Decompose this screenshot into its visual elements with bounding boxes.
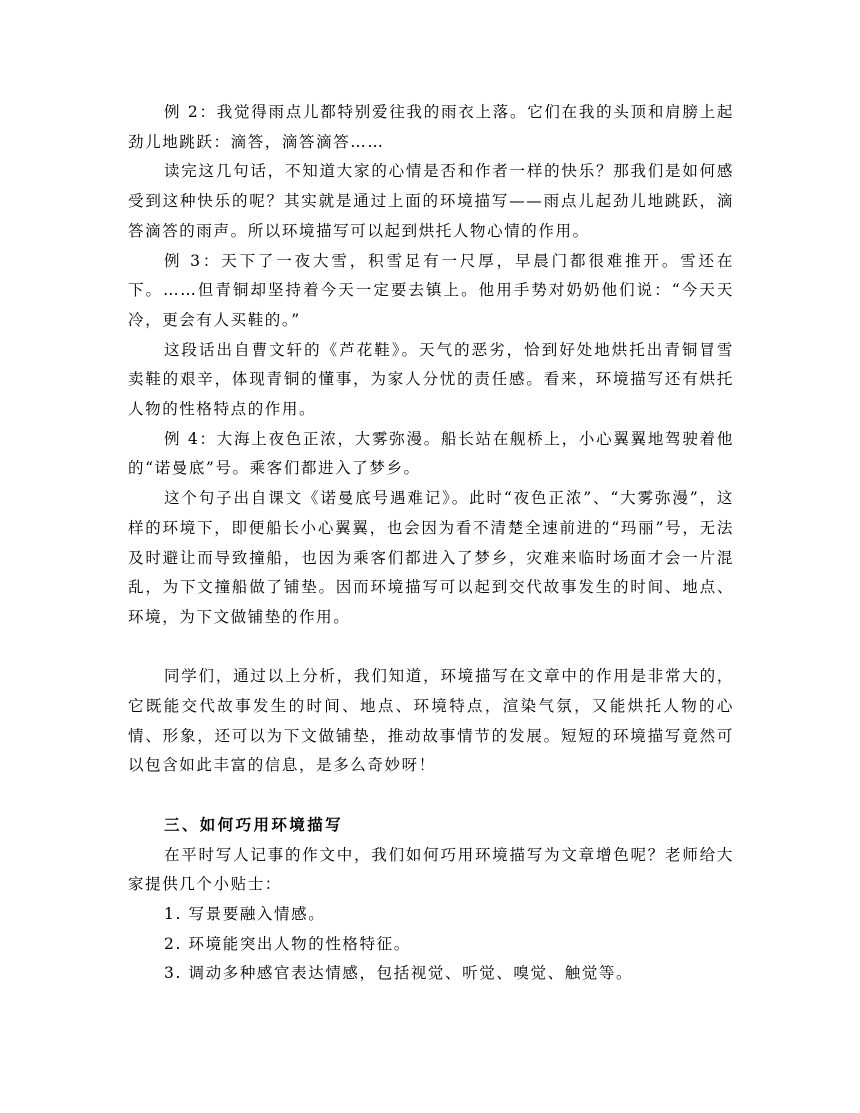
tip-item: 3. 调动多种感官表达情感，包括视觉、听觉、嗅觉、触觉等。: [164, 964, 634, 983]
tip-item: 1. 写景要融入情感。: [164, 904, 326, 923]
blank-line: [128, 633, 734, 663]
example-3-paragraph: 例 3：天下了一夜大雪，积雪足有一尺厚，早晨门都很难推开。雪还在下。……但青铜却坚持着今天一定要去镇上。他用手势对奶奶他们说：“今天天冷，更会有人买鞋的。”: [128, 251, 734, 329]
example-4-paragraph: 例 4：大海上夜色正浓，大雾弥漫。船长站在舰桥上，小心翼翼地驾驶着他的“诺曼底”号。乘客们都进入了梦乡。: [128, 429, 734, 478]
example-3-analysis-paragraph: 这段话出自曹文轩的《芦花鞋》。天气的恶劣，恰到好处地烘托出青铜冒雪卖鞋的艰辛，体现青铜的懂事，为家人分忧的责任感。看来，环境描写还有烘托人物的性格特点的作用。: [128, 340, 734, 419]
document-body: [128, 98, 734, 989]
section-3-heading: 三、如何巧用环境描写: [164, 815, 344, 834]
summary-paragraph: 同学们，通过以上分析，我们知道，环境描写在文章中的作用是非常大的，它既能交代故事发生的时间、地点、环境特点，渲染气氛，又能烘托人物的心情、形象，还可以为下文做铺垫，推动故事情节的发展。短短的环境描写竟然可以包含如此丰富的信息，是多么奇妙呀！: [128, 667, 734, 775]
tip-item: 2. 环境能突出人物的性格特征。: [164, 934, 411, 953]
blank-line: [128, 781, 734, 811]
example-4-analysis-paragraph: 这个句子出自课文《诺曼底号遇难记》。此时“夜色正浓”、“大雾弥漫”，这样的环境下，即便船长小心翼翼，也会因为看不清楚全速前进的“玛丽”号，无法及时避让而导致撞船，也因为乘客们都进入了梦乡，灾难来临时场面才会一片混乱，为下文撞船做了铺垫。因而环境描写可以起到交代故事发生的时间、地点、环境，为下文做铺垫的作用。: [128, 489, 734, 626]
example-2-analysis-paragraph: 读完这几句话，不知道大家的心情是否和作者一样的快乐？那我们是如何感受到这种快乐的呢？其实就是通过上面的环境描写——雨点儿起劲儿地跳跃，滴答滴答的雨声。所以环境描写可以起到烘托人物心情的作用。: [128, 162, 734, 240]
example-2-paragraph: 例 2：我觉得雨点儿都特别爱往我的雨衣上落。它们在我的头顶和肩膀上起劲儿地跳跃：滴答，滴答滴答……: [128, 103, 734, 151]
section-3-intro-paragraph: 在平时写人记事的作文中，我们如何巧用环境描写为文章增色呢？老师给大家提供几个小贴士：: [128, 845, 734, 894]
